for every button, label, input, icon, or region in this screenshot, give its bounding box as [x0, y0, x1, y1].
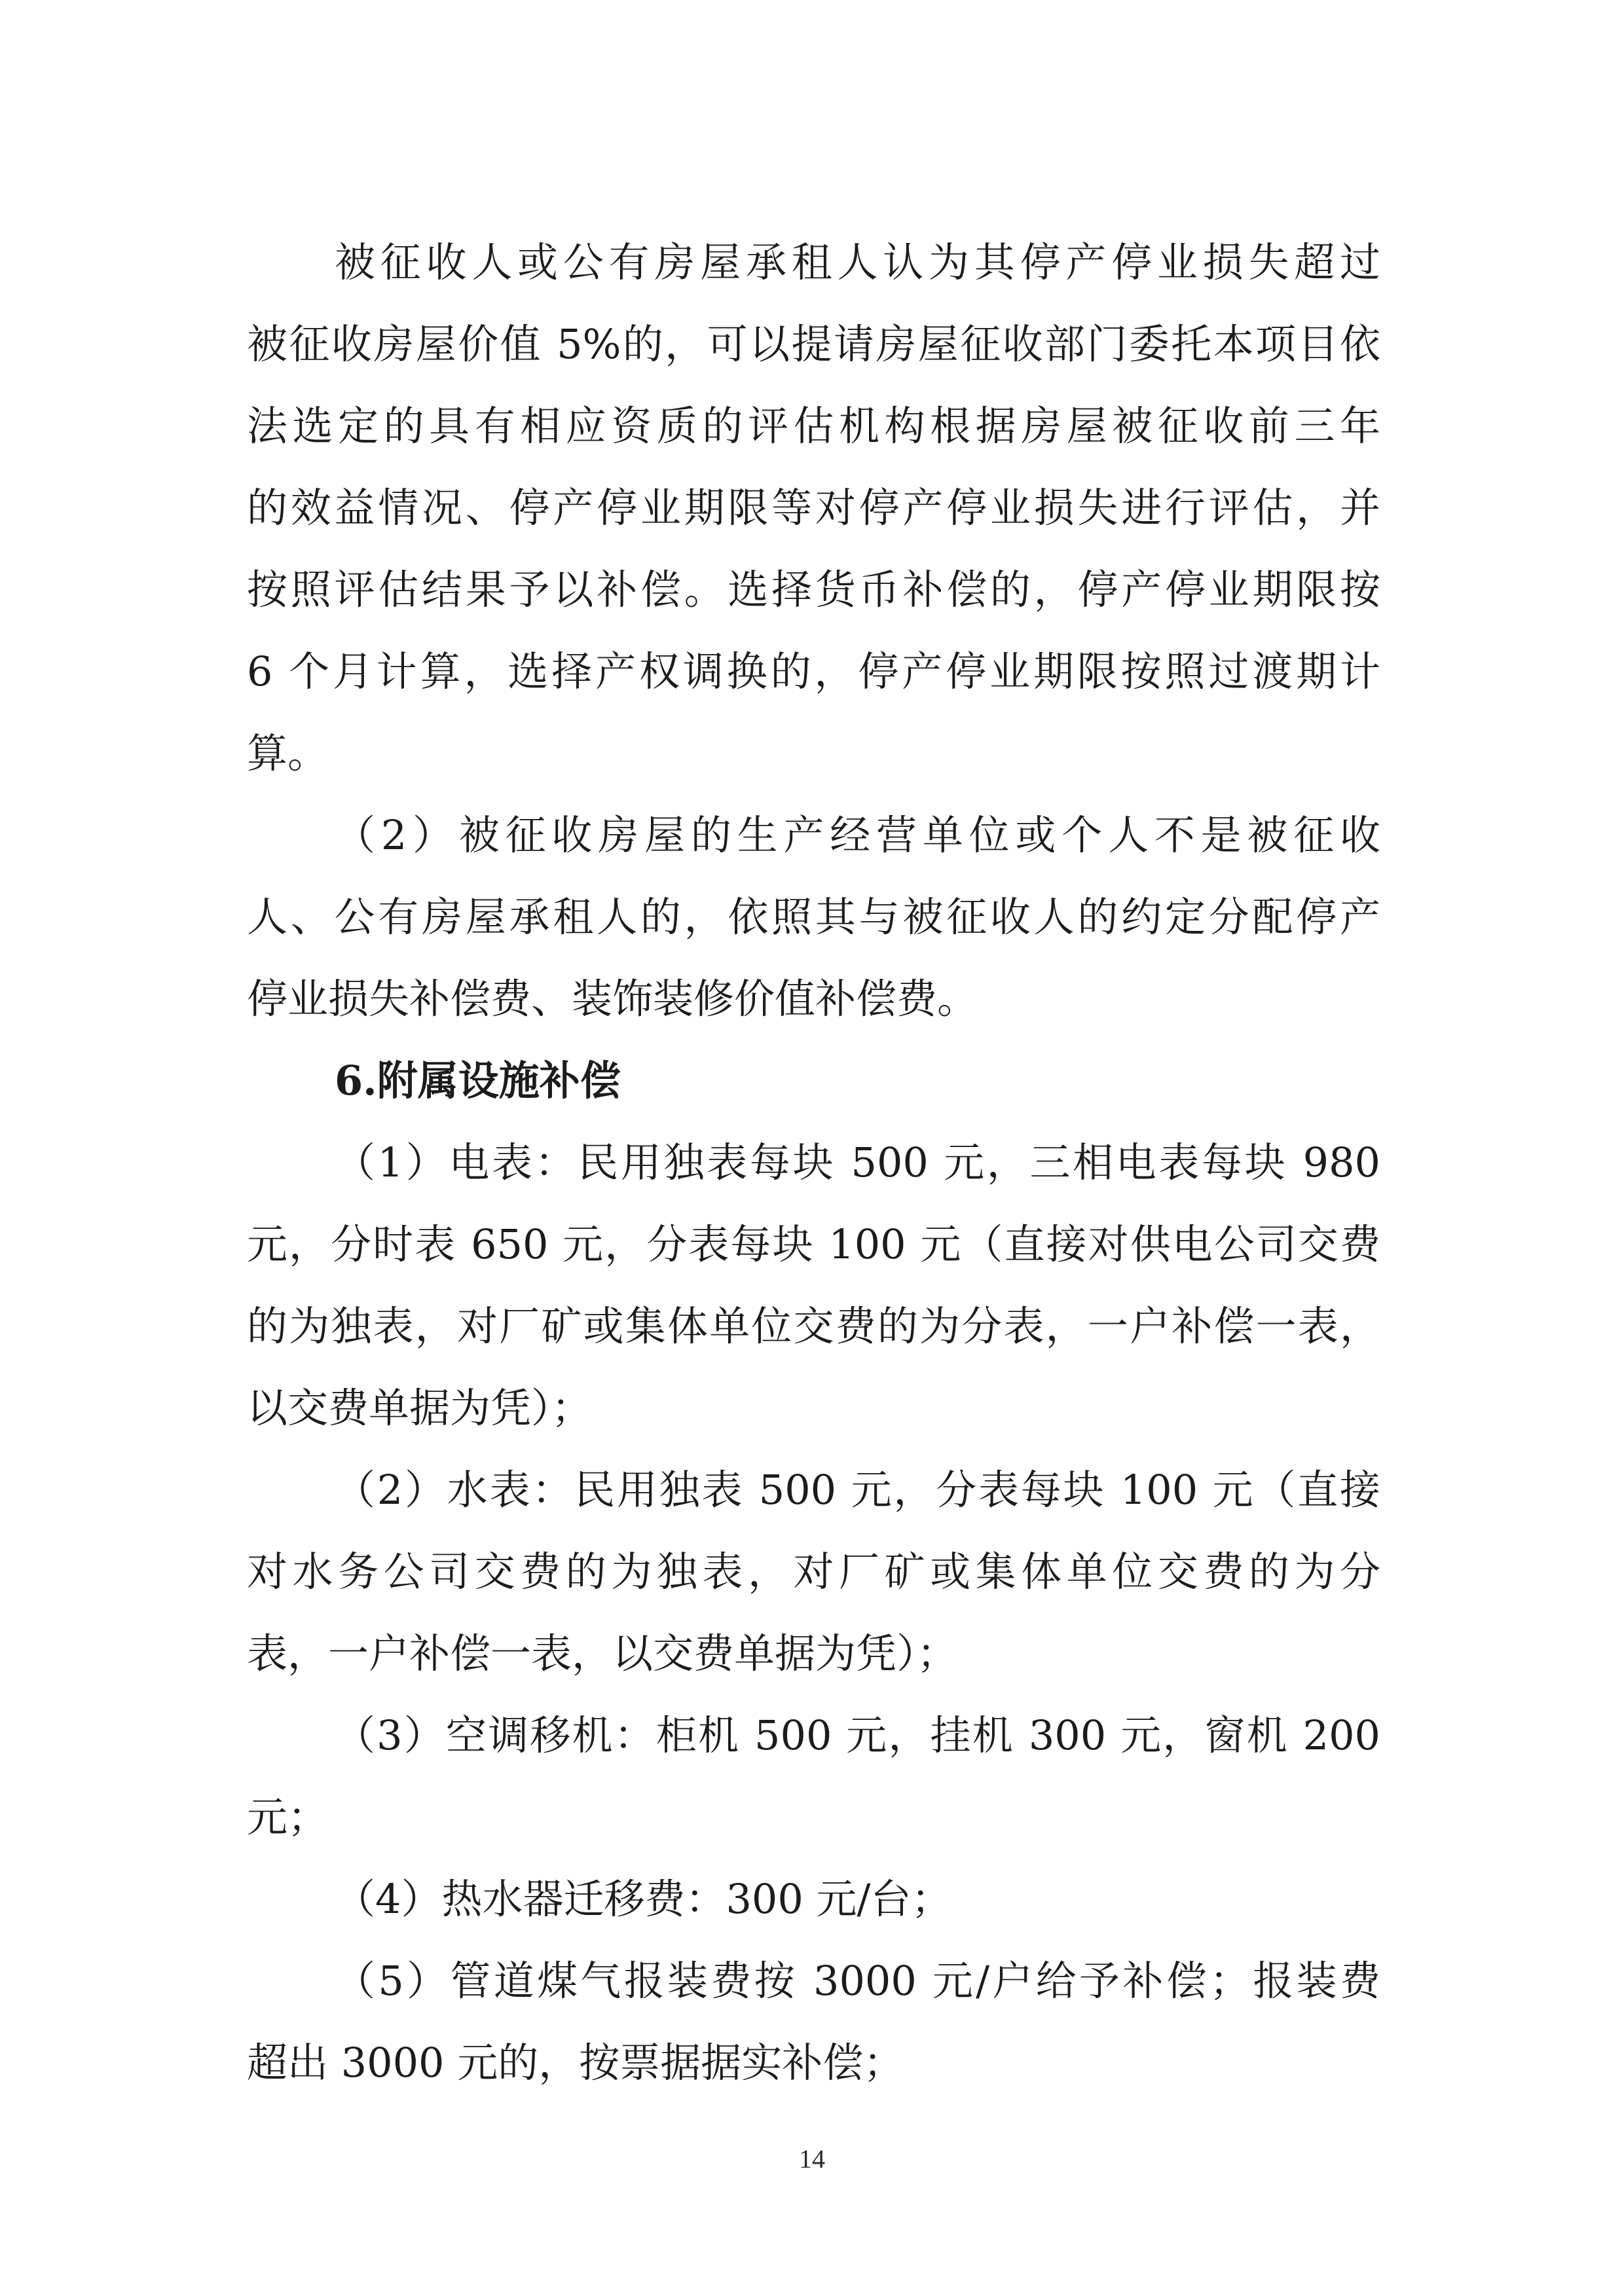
list-item — [247, 1694, 1380, 1858]
text-line: 人、公有房屋承租人的，依照其与被征收人的约定分配停产 — [247, 893, 1380, 941]
text-line: （3）空调移机：柜机 500 元，挂机 300 元，窗机 200 — [335, 1711, 1380, 1759]
text-line: 元； — [247, 1793, 329, 1841]
list-item — [247, 1449, 1380, 1694]
text-line: 停业损失补偿费、装饰装修价值补偿费。 — [247, 975, 978, 1023]
body-text — [247, 221, 1380, 2104]
text-line: 6 个月计算，选择产权调换的，停产停业期限按照过渡期计 — [247, 647, 1380, 695]
text-line: 被征收房屋价值 5%的，可以提请房屋征收部门委托本项目依 — [247, 320, 1380, 368]
text-line: 的为独表，对厂矿或集体单位交费的为分表，一户补偿一表， — [247, 1302, 1380, 1350]
text-line: （5）管道煤气报装费按 3000 元/户给予补偿；报装费 — [335, 1957, 1380, 2005]
text-line: （2）水表：民用独表 500 元，分表每块 100 元（直接 — [335, 1466, 1380, 1514]
paragraph — [247, 794, 1380, 1040]
text-line: （2）被征收房屋的生产经营单位或个人不是被征收 — [335, 811, 1380, 859]
text-line: 被征收人或公有房屋承租人认为其停产停业损失超过 — [335, 238, 1380, 286]
section-heading: 6.附属设施补偿 — [335, 1057, 621, 1104]
text-line: 对水务公司交费的为独表，对厂矿或集体单位交费的为分 — [247, 1548, 1380, 1595]
text-line: 算。 — [247, 729, 329, 777]
text-line: 超出 3000 元的，按票据据实补偿； — [247, 2039, 904, 2086]
page-number: 14 — [799, 2144, 825, 2174]
text-line: 的效益情况、停产停业期限等对停产停业损失进行评估，并 — [247, 484, 1380, 532]
text-line: 法选定的具有相应资质的评估机构根据房屋被征收前三年 — [247, 402, 1380, 450]
text-line: （4）热水器迁移费：300 元/台； — [335, 1875, 952, 1923]
paragraph — [247, 221, 1380, 794]
list-item — [247, 1121, 1380, 1449]
text-line: 元，分时表 650 元，分表每块 100 元（直接对供电公司交费 — [247, 1220, 1380, 1268]
list-item — [247, 1858, 1380, 1940]
text-line: 表，一户补偿一表，以交费单据为凭）； — [247, 1630, 958, 1677]
text-line: 按照评估结果予以补偿。选择货币补偿的，停产停业期限按 — [247, 566, 1380, 613]
text-line: （1）电表：民用独表每块 500 元，三相电表每块 980 — [335, 1139, 1380, 1186]
list-item — [247, 1940, 1380, 2104]
text-line: 以交费单据为凭）； — [247, 1384, 593, 1432]
